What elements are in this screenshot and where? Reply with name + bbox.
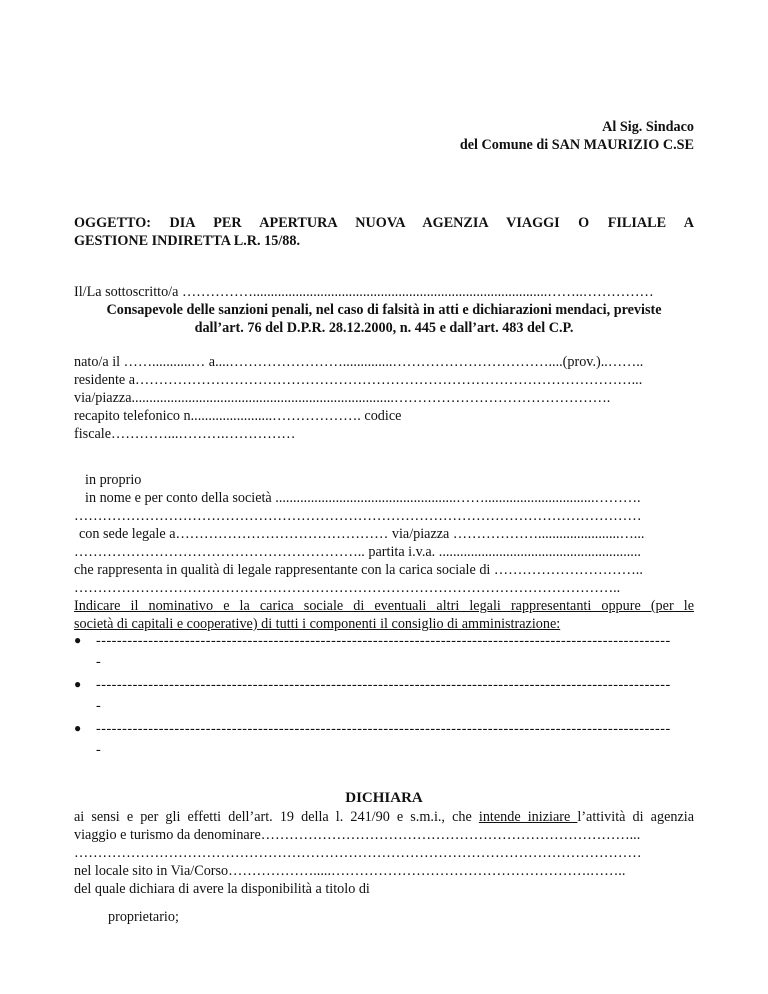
street-line: via/piazza..........................................................................………………………………………. <box>74 390 611 406</box>
bullet-icon: ● <box>74 677 82 691</box>
company-seat-line: con sede legale a……………………………………… via/piazza ……………….......................…... <box>79 526 645 542</box>
company-vat-line: …………………………………………………….. partita i.v.a. ......................................................... <box>74 544 641 560</box>
signer-line: Il/La sottoscritto/a ……………...................................................................................……..…………… <box>74 284 654 300</box>
addressee-line-2: del Comune di SAN MAURIZIO C.SE <box>459 137 694 153</box>
bullet-line: -------------------------------------------------------------------------------------------------------------- <box>96 677 671 693</box>
phone-line: recapito telefonico n.......................………………. codice <box>74 408 402 424</box>
bullet-icon: ● <box>74 633 82 647</box>
bullet-line: -------------------------------------------------------------------------------------------------------------- <box>96 633 671 649</box>
resident-line: residente a……………………………………………………………………………………………... <box>74 372 643 388</box>
tax-code-line: fiscale…………...……….…………… <box>74 426 296 442</box>
declaration-line-2: viaggio e turismo da denominare……………………………………………………………………... <box>74 827 641 843</box>
option-company: in nome e per conto della società ...................................................……...............................………. <box>85 490 641 506</box>
bullet-line: -------------------------------------------------------------------------------------------------------------- <box>96 721 671 737</box>
warning-line-2: dall’art. 76 del D.P.R. 28.12.2000, n. 445 e dall’art. 483 del C.P. <box>194 320 574 336</box>
declaration-heading: DICHIARA <box>345 790 423 806</box>
declaration-line-5: del quale dichiara di avere la disponibilità a titolo di <box>74 881 370 897</box>
declaration-line-4: nel locale sito in Via/Corso……………….....……………………………………………….…….. <box>74 863 626 879</box>
option-owner: proprietario; <box>108 909 179 925</box>
bullet-icon: ● <box>74 721 82 735</box>
company-role-cont-line: …………………………………………………………………………………………………….. <box>74 580 621 596</box>
bullet-tail: - <box>96 654 102 670</box>
bullet-tail: - <box>96 698 102 714</box>
declaration-text-1-post: l’attività di agenzia <box>577 809 694 825</box>
company-role-line: che rappresenta in qualità di legale rappresentante con la carica sociale di ………………………….. <box>74 562 643 578</box>
declaration-text-1-pre: ai sensi e per gli effetti dell’art. 19 della l. 241/90 e s.m.i., che <box>74 809 479 825</box>
option-own: in proprio <box>85 472 142 488</box>
declaration-text-1-underlined: intende iniziare <box>478 809 578 825</box>
company-cont-line: ………………………………………………………………………………………………………… <box>74 508 642 524</box>
declaration-line-1 <box>74 808 694 826</box>
declaration-line-3: ………………………………………………………………………………………………………… <box>74 845 642 861</box>
subject-line-2: GESTIONE INDIRETTA L.R. 15/88. <box>74 233 301 249</box>
subject-line-1: OGGETTO: DIA PER APERTURA NUOVA AGENZIA VIAGGI O FILIALE A <box>74 215 694 231</box>
addressee-line-1: Al Sig. Sindaco <box>602 119 694 135</box>
instruction-line-2: società di capitali e cooperative) di tutti i componenti il consiglio di amministrazione: <box>74 616 561 632</box>
born-line: nato/a il ……...........… a....……………………..............……………………………....(prov.)..…….. <box>74 354 644 370</box>
warning-line-1: Consapevole delle sanzioni penali, nel caso di falsità in atti e dichiarazioni mendaci, previste <box>106 302 662 318</box>
bullet-tail: - <box>96 742 102 758</box>
instruction-line-1: Indicare il nominativo e la carica sociale di eventuali altri legali rappresentanti oppure (per le <box>74 598 694 614</box>
